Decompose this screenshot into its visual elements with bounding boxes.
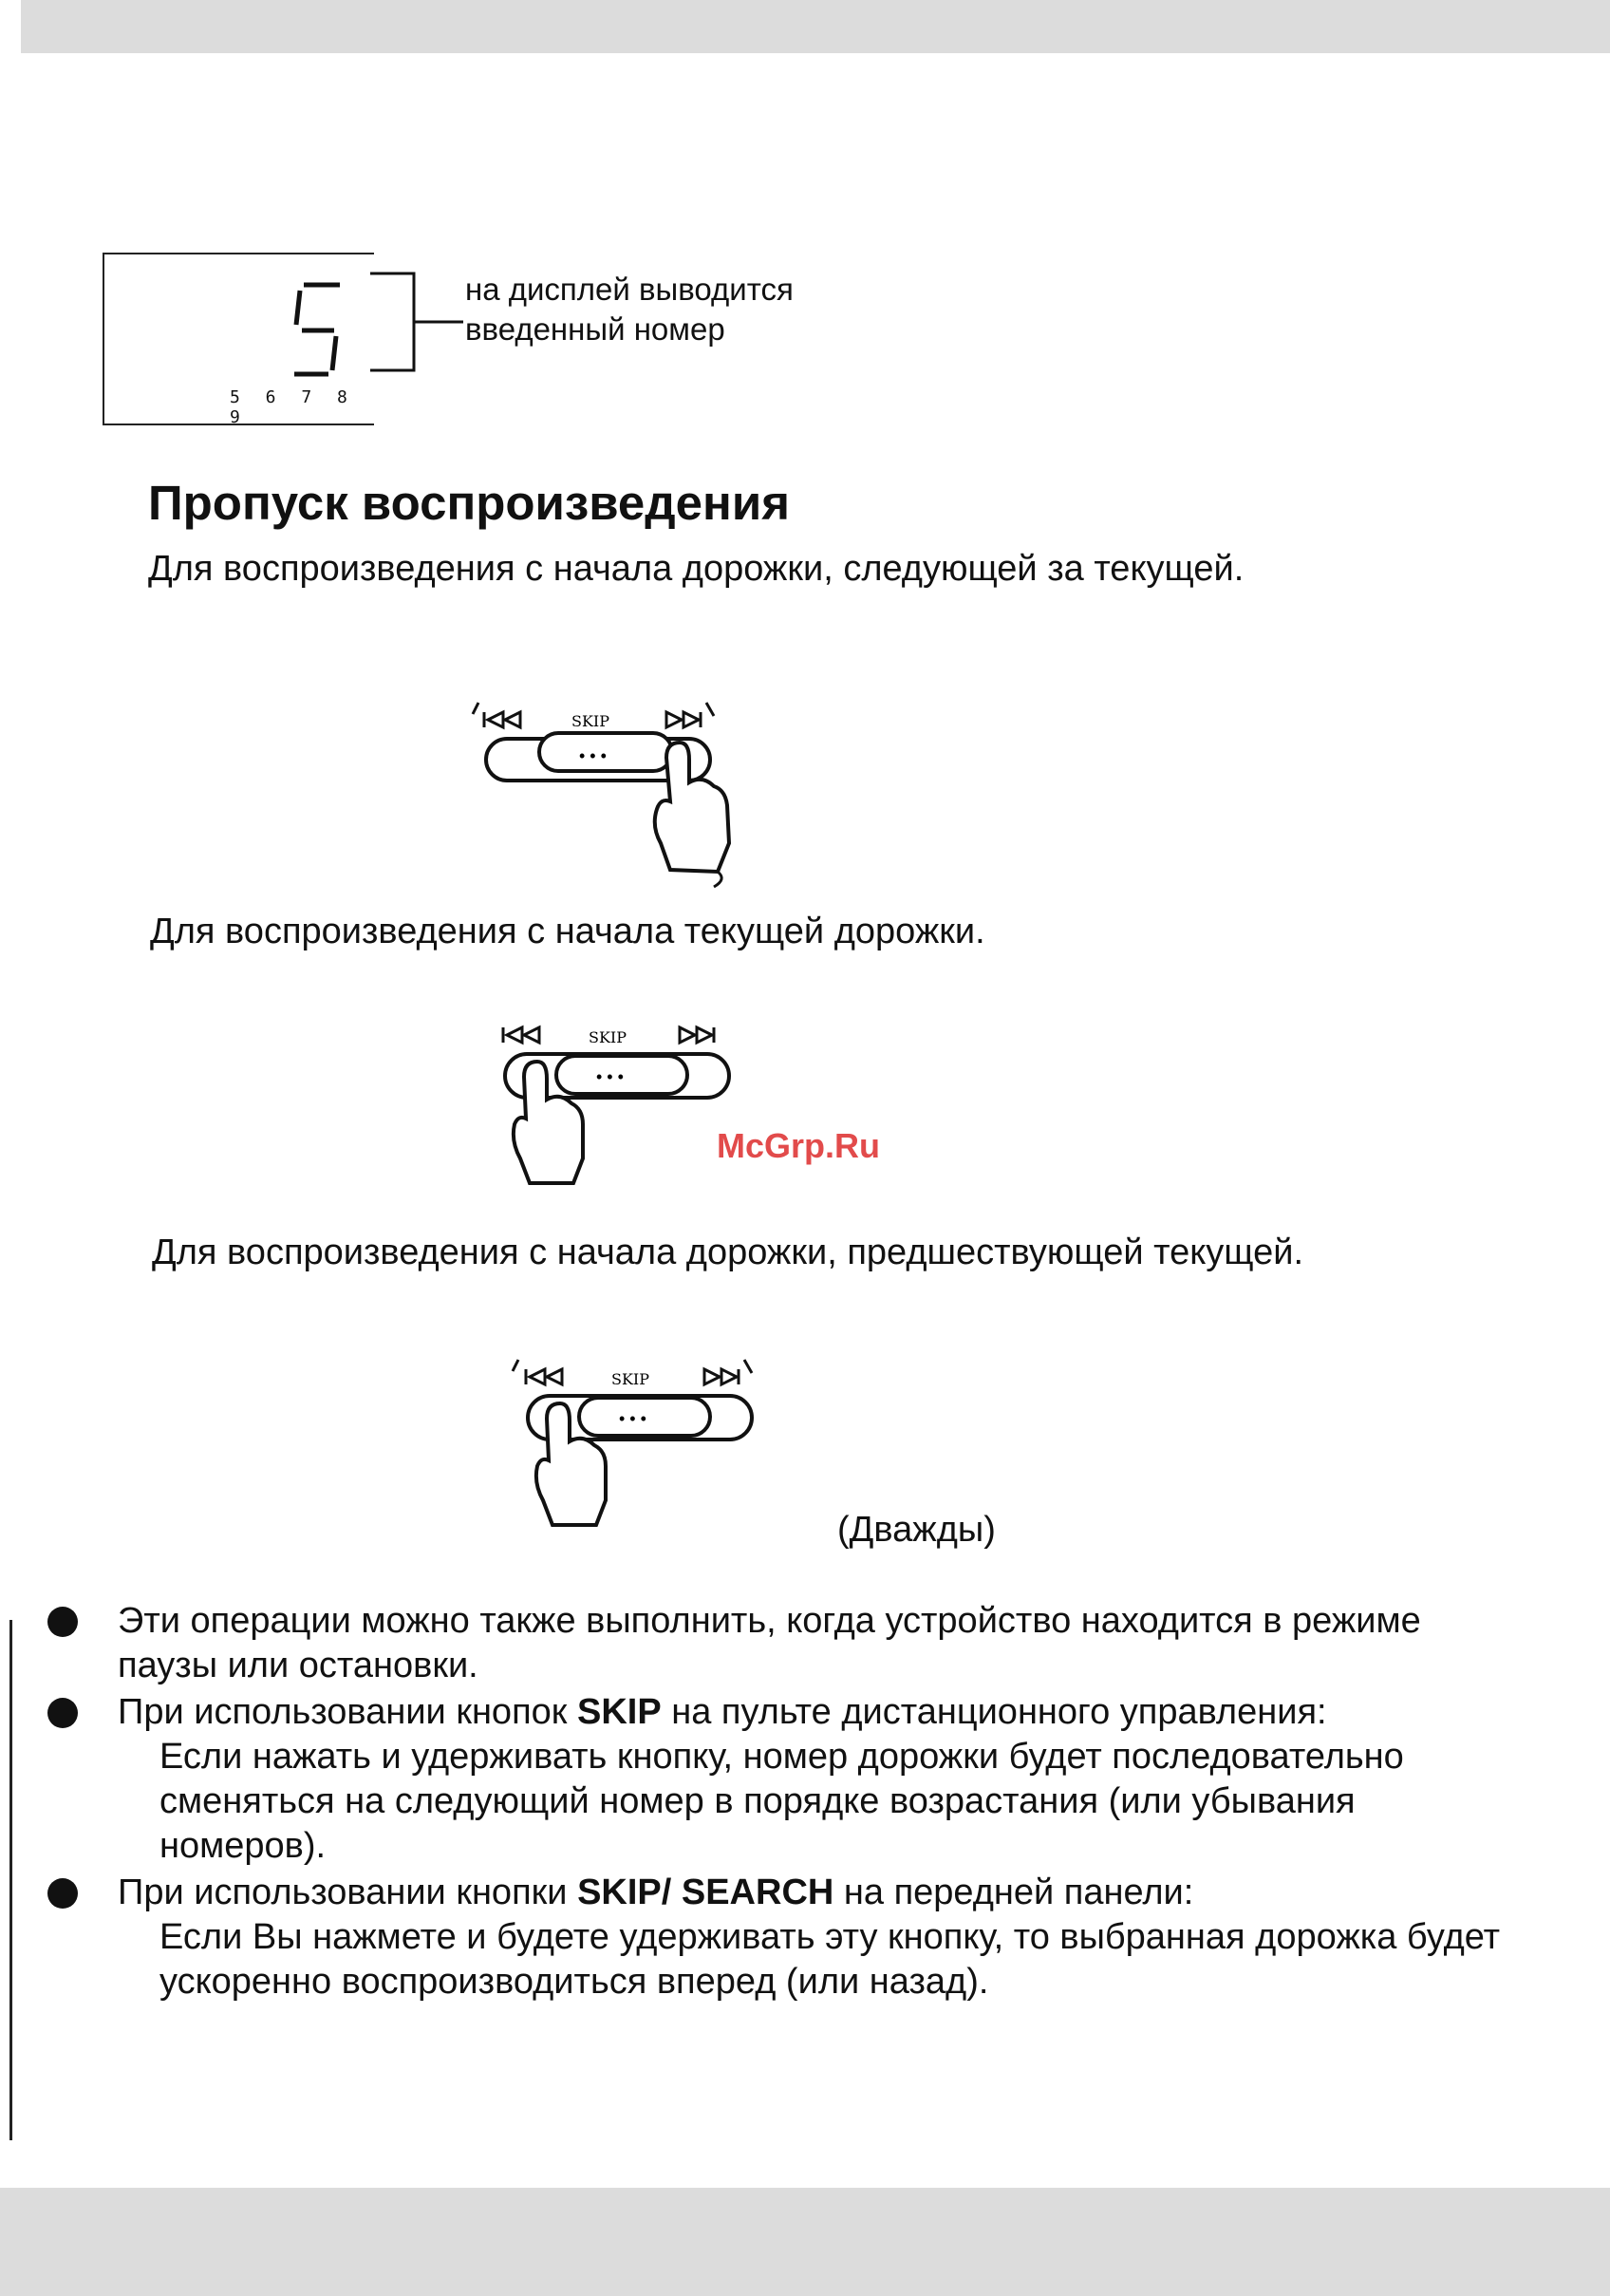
- lcd-display: [103, 253, 374, 425]
- button-dots: • • •: [619, 1409, 646, 1428]
- skip-label: SKIP: [571, 712, 609, 730]
- bullet-icon: [47, 1698, 78, 1728]
- display-caption: на дисплей выводится введенный номер: [465, 272, 794, 347]
- instruction-next-track: Для воспроизведения с начала дорожки, следующей за текущей.: [148, 549, 1245, 589]
- bullet-icon: [47, 1607, 78, 1637]
- bullet-icon: [47, 1878, 78, 1909]
- watermark: McGrp.Ru: [717, 1126, 881, 1165]
- instruction-previous-track: Для воспроизведения с начала дорожки, предшествующей текущей.: [152, 1233, 1304, 1272]
- track-numbers: 5 6 7 8 9: [230, 387, 355, 427]
- page-title: Пропуск воспроизведения: [148, 476, 790, 530]
- note-item: При использовании кнопки SKIP/ SEARCH на передней панели: Если Вы нажмете и будете удерживать эту кнопку, то выбранная дорожка будет ускоренно воспроизводиться вперед (или назад).: [47, 1871, 1528, 2004]
- bottom-band: [0, 2188, 1610, 2296]
- skip-label: SKIP: [611, 1370, 649, 1388]
- skip-next-diagram: [446, 684, 769, 893]
- seven-segment-digit: [290, 279, 347, 380]
- rewind-icon: [473, 703, 520, 727]
- bracket-icon: [361, 270, 465, 374]
- rewind-icon: [503, 1027, 539, 1043]
- skip-prev-diagram: [484, 1007, 769, 1196]
- skip-label: SKIP: [589, 1028, 627, 1046]
- skip-prev-twice-diagram: [494, 1348, 797, 1538]
- forward-icon: [680, 1027, 714, 1043]
- top-band: [21, 0, 1610, 53]
- margin-rule: [9, 1620, 12, 2140]
- twice-note: (Дважды): [837, 1510, 996, 1550]
- instruction-current-track: Для воспроизведения с начала текущей дорожки.: [150, 912, 985, 951]
- button-dots: • • •: [596, 1067, 624, 1086]
- finger-icon: [655, 743, 729, 872]
- forward-icon: [704, 1360, 752, 1384]
- note-item: Эти операции можно также выполнить, когда устройство находится в режиме паузы или остановки.: [47, 1599, 1528, 1688]
- note-item: При использовании кнопок SKIP на пульте дистанционного управления: Если нажать и удерживать кнопку, номер дорожки будет последовательно сменяться на следующий номер в порядке возрастания (или убывания номеров).: [47, 1690, 1528, 1869]
- forward-icon: [666, 703, 714, 727]
- notes-list: [47, 1599, 1528, 2006]
- button-dots: • • •: [579, 746, 607, 765]
- rewind-icon: [513, 1360, 562, 1384]
